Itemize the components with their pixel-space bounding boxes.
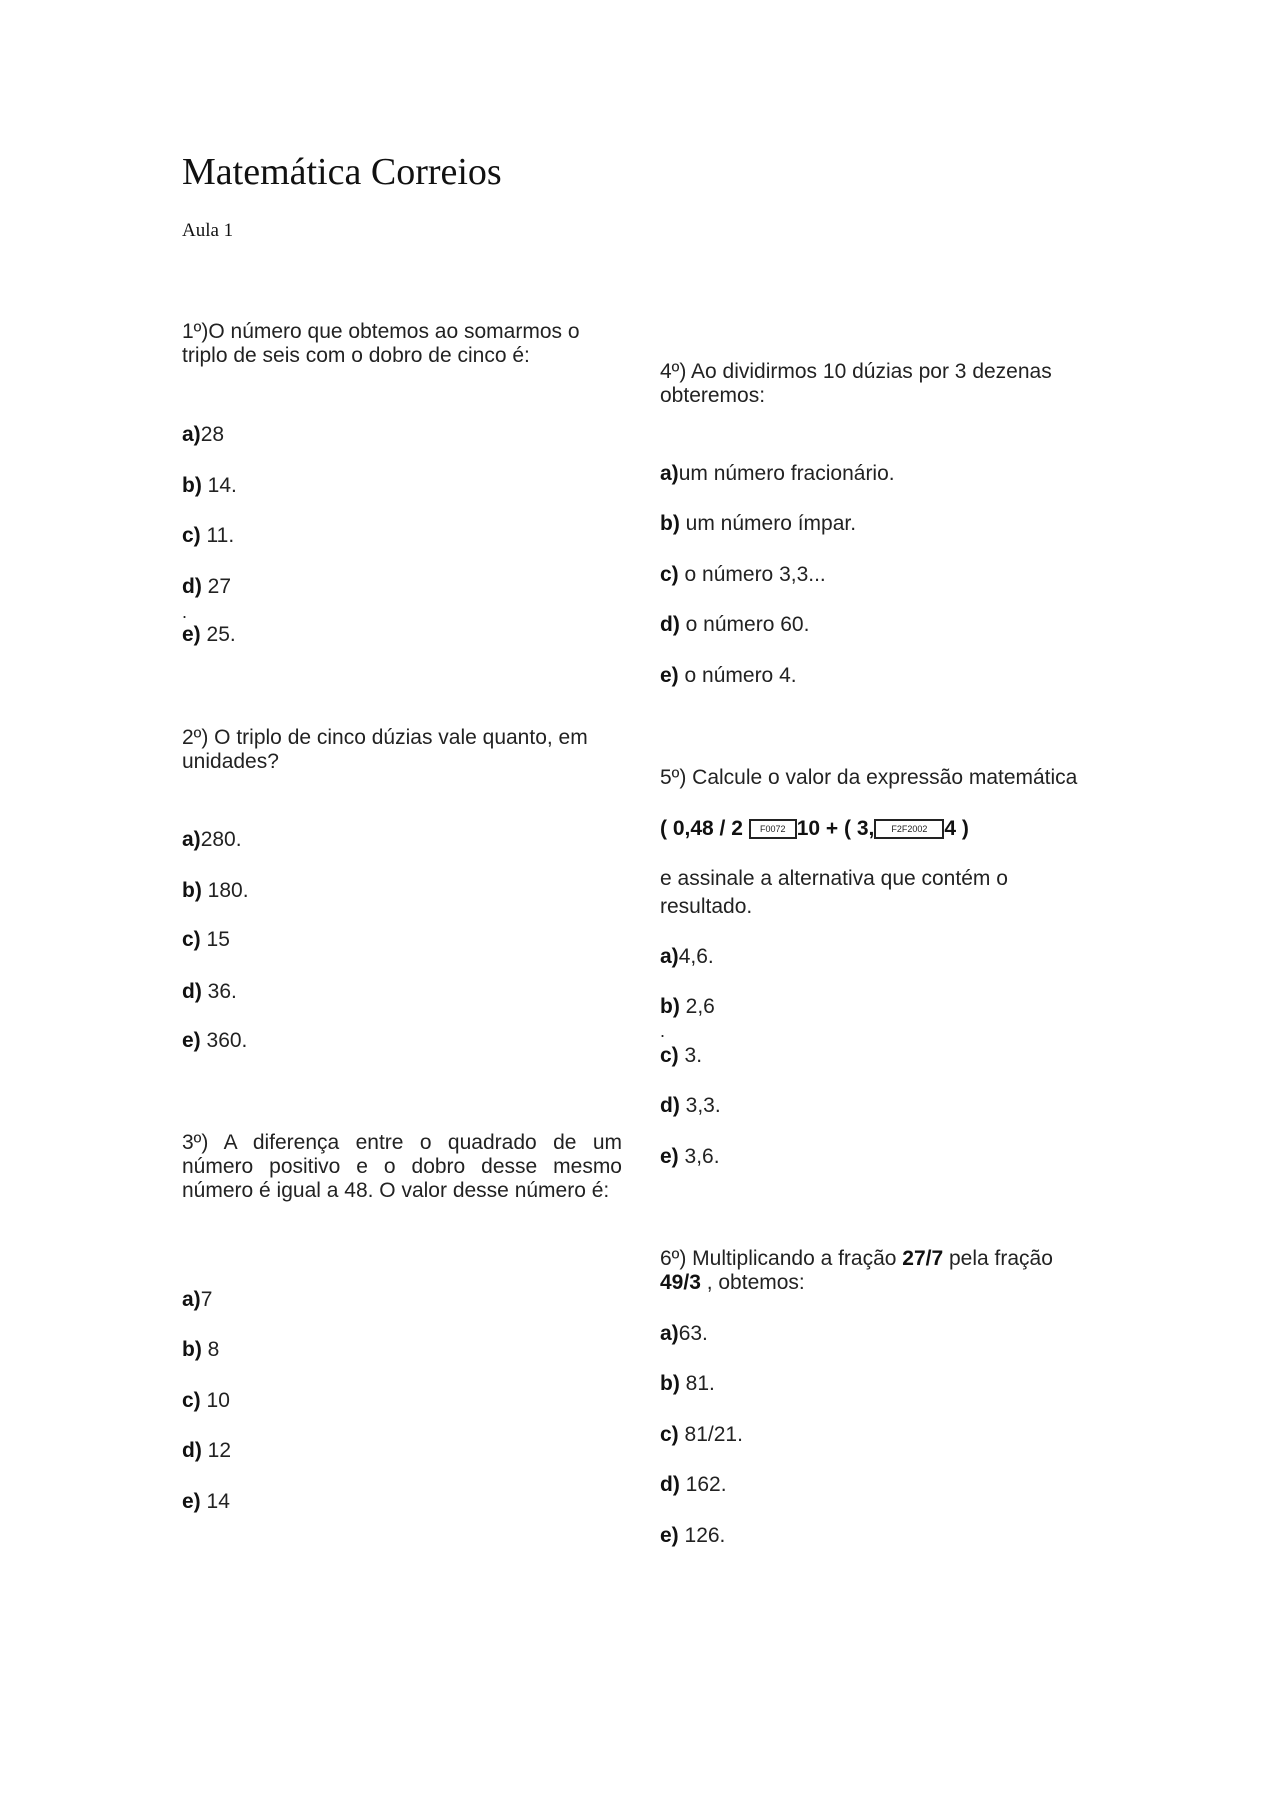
question-5-after-line-2: resultado. — [660, 895, 753, 918]
question-6-option-c: c) 81/21. — [660, 1423, 743, 1446]
question-5-expression: ( 0,48 / 2 F0072 10 + ( 3, F2F2002 4 ) — [660, 817, 969, 840]
missing-glyph-icon: F2F2002 — [874, 819, 944, 839]
question-4-option-e: e) o número 4. — [660, 664, 797, 687]
question-4-option-d: d) o número 60. — [660, 613, 810, 636]
question-2-option-e: e) 360. — [182, 1029, 248, 1052]
question-1-option-a: a)28 — [182, 423, 225, 446]
question-2-option-d: d) 36. — [182, 980, 237, 1003]
question-6-option-a: a)63. — [660, 1322, 708, 1345]
question-5-after-line-1: e assinale a alternativa que contém o — [660, 867, 1008, 890]
question-5-option-a: a)4,6. — [660, 945, 714, 968]
question-3-option-a: a)7 — [182, 1288, 213, 1311]
question-6-prompt-line-1: 6º) Multiplicando a fração 27/7 pela fração — [660, 1247, 1053, 1270]
stray-dot: . — [182, 602, 188, 622]
question-2-option-a: a)280. — [182, 828, 242, 851]
question-3-prompt-line-1: 3º) A diferença entre o quadrado de um — [182, 1131, 622, 1154]
question-2-prompt-line-2: unidades? — [182, 750, 279, 773]
question-4-option-b: b) um número ímpar. — [660, 512, 857, 535]
left-column — [182, 0, 622, 1811]
page-subtitle: Aula 1 — [182, 220, 234, 241]
question-3-option-e: e) 14 — [182, 1490, 230, 1513]
page-title: Matemática Correios — [182, 151, 502, 193]
question-4-prompt-line-1: 4º) Ao dividirmos 10 dúzias por 3 dezenas — [660, 360, 1052, 383]
question-5-option-e: e) 3,6. — [660, 1145, 720, 1168]
question-3-option-d: d) 12 — [182, 1439, 232, 1462]
question-2-option-c: c) 15 — [182, 928, 230, 951]
question-5-option-c: c) 3. — [660, 1044, 703, 1067]
question-6-option-e: e) 126. — [660, 1524, 726, 1547]
question-2-option-b: b) 180. — [182, 879, 249, 902]
missing-glyph-icon: F0072 — [749, 819, 797, 839]
question-1-prompt-line-1: 1º)O número que obtemos ao somarmos o — [182, 320, 580, 343]
question-4-option-a: a)um número fracionário. — [660, 462, 895, 485]
question-1-option-e: e) 25. — [182, 623, 236, 646]
question-3-prompt-line-3: número é igual a 48. O valor desse número é: — [182, 1179, 610, 1202]
question-1-option-c: c) 11. — [182, 524, 235, 547]
question-3-option-c: c) 10 — [182, 1389, 230, 1412]
question-3-prompt-line-2: número positivo e o dobro desse mesmo — [182, 1155, 622, 1178]
question-4-option-c: c) o número 3,3... — [660, 563, 826, 586]
question-2-prompt-line-1: 2º) O triplo de cinco dúzias vale quanto, em — [182, 726, 588, 749]
right-column — [660, 0, 1100, 1811]
question-4-prompt-line-2: obteremos: — [660, 384, 766, 407]
question-1-option-d: d) 27 — [182, 575, 232, 598]
question-3-option-b: b) 8 — [182, 1338, 220, 1361]
stray-dot: . — [660, 1021, 666, 1041]
question-3-prompt — [182, 1131, 622, 1203]
question-1-prompt-line-2: triplo de seis com o dobro de cinco é: — [182, 344, 530, 367]
question-5-prompt-line-1: 5º) Calcule o valor da expressão matemática — [660, 766, 1078, 789]
question-6-option-b: b) 81. — [660, 1372, 715, 1395]
question-5-option-d: d) 3,3. — [660, 1094, 721, 1117]
question-6-prompt-line-2: 49/3 , obtemos: — [660, 1271, 805, 1294]
question-5-option-b: b) 2,6 — [660, 995, 715, 1018]
question-1-option-b: b) 14. — [182, 474, 237, 497]
question-6-option-d: d) 162. — [660, 1473, 727, 1496]
